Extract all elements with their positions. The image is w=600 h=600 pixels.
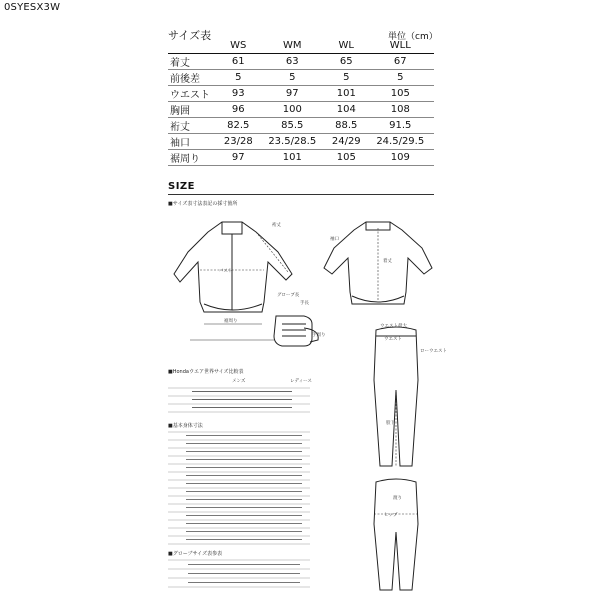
cell: 100 bbox=[259, 101, 326, 117]
jacket-back-illustration bbox=[318, 212, 438, 312]
inseam-label: 股下 bbox=[386, 421, 395, 426]
body-dimension-grid bbox=[168, 430, 310, 546]
cell: 5 bbox=[259, 69, 326, 85]
table-row bbox=[168, 85, 434, 101]
cell: 82.5 bbox=[218, 117, 259, 133]
col-header: WLL bbox=[367, 38, 434, 53]
cell: 109 bbox=[367, 149, 434, 165]
cell: 63 bbox=[259, 53, 326, 69]
table-row bbox=[168, 133, 434, 149]
cell: 108 bbox=[367, 101, 434, 117]
pants-front-illustration bbox=[366, 320, 426, 470]
row-label: 着丈 bbox=[168, 53, 218, 69]
ladies-label: レディース bbox=[290, 379, 312, 384]
section-body-title: ■基本身体寸法 bbox=[168, 423, 203, 429]
size-guide-header bbox=[168, 181, 434, 195]
low-waist-label: ローウエスト bbox=[420, 349, 447, 354]
cell: 65 bbox=[326, 53, 367, 69]
cell: 5 bbox=[367, 69, 434, 85]
cell: 104 bbox=[326, 101, 367, 117]
table-row bbox=[168, 117, 434, 133]
row-label: 裾周り bbox=[168, 149, 218, 165]
header-divider bbox=[168, 194, 434, 195]
cell: 88.5 bbox=[326, 117, 367, 133]
cuff-label: 袖口 bbox=[330, 237, 339, 242]
row-label: 袖口 bbox=[168, 133, 218, 149]
cell: 23.5/28.5 bbox=[259, 133, 326, 149]
cell: 105 bbox=[326, 149, 367, 165]
cell: 85.5 bbox=[259, 117, 326, 133]
cell: 67 bbox=[367, 53, 434, 69]
size-table bbox=[168, 38, 434, 166]
row-label: 前後差 bbox=[168, 69, 218, 85]
col-header: WS bbox=[218, 38, 259, 53]
table-row bbox=[168, 101, 434, 117]
row-label: ウエスト bbox=[168, 85, 218, 101]
pants-back-illustration bbox=[366, 474, 426, 594]
cell: 91.5 bbox=[367, 117, 434, 133]
section-intl-title: ■Hondaウエア世界サイズ比較表 bbox=[168, 369, 244, 375]
intl-size-grid bbox=[168, 386, 310, 416]
table-row bbox=[168, 69, 434, 85]
cell: 5 bbox=[218, 69, 259, 85]
cell: 24/29 bbox=[326, 133, 367, 149]
table-row bbox=[168, 149, 434, 165]
hip-label: ヒップ bbox=[384, 513, 398, 518]
cell: 101 bbox=[259, 149, 326, 165]
unit-label: 単位（cm） bbox=[388, 32, 438, 42]
glove-illustration bbox=[268, 296, 328, 354]
length-label: 着丈 bbox=[383, 259, 392, 264]
cell: 96 bbox=[218, 101, 259, 117]
section-measure-title: ■サイズ表寸法表記の採寸箇所 bbox=[168, 201, 238, 207]
cell: 97 bbox=[218, 149, 259, 165]
bust-label: バスト bbox=[219, 269, 233, 274]
corner-cell bbox=[168, 38, 218, 53]
glove-length-label: グローブ長 bbox=[277, 293, 300, 298]
cell: 97 bbox=[259, 85, 326, 101]
hem-label: 裾周り bbox=[224, 319, 238, 324]
mens-label: メンズ bbox=[232, 379, 246, 384]
hand-label: 手長 bbox=[300, 301, 309, 306]
thigh-label: 渡り bbox=[393, 496, 402, 501]
table-row bbox=[168, 53, 434, 69]
col-header: WM bbox=[259, 38, 326, 53]
hand-girth-label: 手周り bbox=[312, 333, 326, 338]
waist-label: ウエスト bbox=[384, 337, 402, 342]
waist-max-label: ウエスト最大 bbox=[380, 324, 407, 329]
sleeve-length-label: 裄丈 bbox=[272, 223, 281, 228]
cell: 5 bbox=[326, 69, 367, 85]
cell: 101 bbox=[326, 85, 367, 101]
product-code: 0SYESX3W bbox=[4, 2, 61, 13]
size-table-title: サイズ表 bbox=[168, 29, 212, 42]
size-heading: SIZE bbox=[168, 181, 196, 192]
glove-size-grid bbox=[168, 558, 310, 590]
row-label: 胸囲 bbox=[168, 101, 218, 117]
cell: 61 bbox=[218, 53, 259, 69]
row-label: 裄丈 bbox=[168, 117, 218, 133]
section-glove-title: ■グローブサイズ表参表 bbox=[168, 551, 223, 557]
cell: 24.5/29.5 bbox=[367, 133, 434, 149]
cell: 23/28 bbox=[218, 133, 259, 149]
cell: 93 bbox=[218, 85, 259, 101]
cell: 105 bbox=[367, 85, 434, 101]
col-header: WL bbox=[326, 38, 367, 53]
